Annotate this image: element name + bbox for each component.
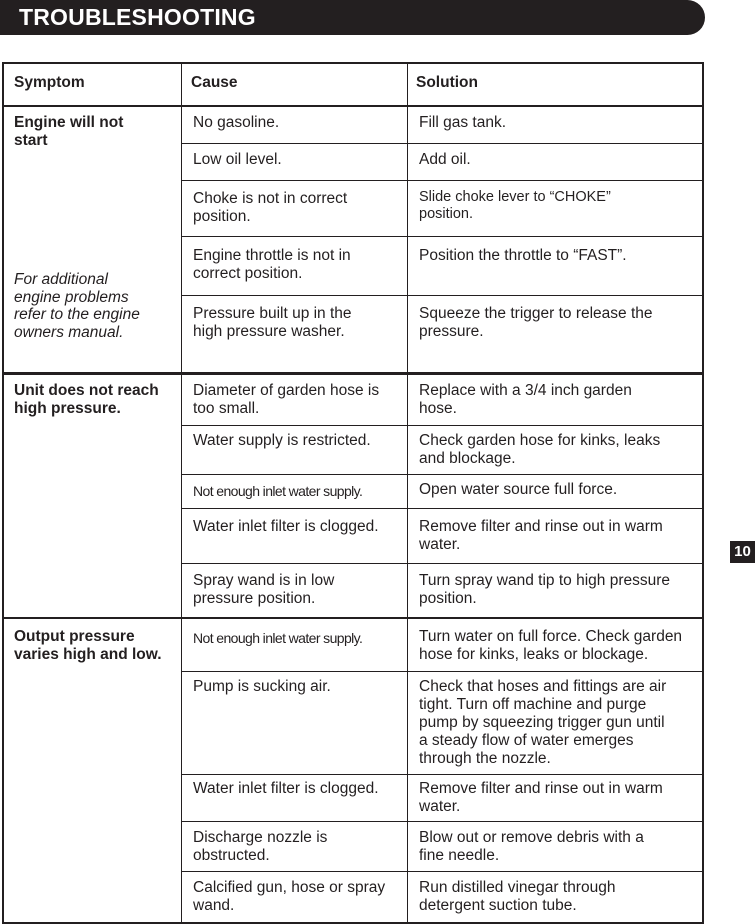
cause-cell: Diameter of garden hose is too small. [193,382,380,417]
cause-cell: Discharge nozzle is obstructed. [193,829,328,864]
troubleshooting-table [2,62,704,924]
header-cause: Cause [191,74,238,91]
cause-cell: Water inlet filter is clogged. [193,518,379,535]
row-divider [181,180,702,181]
cause-cell: Pressure built up in the high pressure washer. [193,305,352,340]
header-symptom: Symptom [14,74,85,91]
page-title: TROUBLESHOOTING [19,4,256,30]
solution-cell: Add oil. [419,151,471,168]
cause-cell: Choke is not in correct position. [193,190,348,225]
solution-cell: Remove filter and rinse out in warm water. [419,780,663,815]
cause-cell: Not enough inlet water supply. [193,483,363,499]
group-divider [4,372,702,375]
solution-cell: Replace with a 3/4 inch garden hose. [419,382,632,417]
title-banner [0,0,705,35]
cause-cell: Water inlet filter is clogged. [193,780,379,797]
row-divider [181,821,702,822]
engine-manual-note: For additional engine problems refer to the engine owners manual. [14,271,140,341]
cause-cell: Water supply is restricted. [193,432,371,449]
row-divider [181,508,702,509]
solution-cell: Check garden hose for kinks, leaks and blockage. [419,432,661,467]
cause-cell: Spray wand is in low pressure position. [193,572,335,607]
solution-cell: Check that hoses and fittings are air tight. Turn off machine and purge pump by squeezing trigger gun until a steady flow of water emerges through the nozzle. [419,678,667,767]
column-divider [181,64,182,924]
header-solution: Solution [416,74,478,91]
symptom-low-pressure: Unit does not reach high pressure. [14,382,159,417]
row-divider [181,474,702,475]
solution-cell: Fill gas tank. [419,114,507,131]
row-divider [181,871,702,872]
column-divider [407,64,408,924]
row-divider [181,774,702,775]
row-divider [181,671,702,672]
solution-cell: Blow out or remove debris with a fine needle. [419,829,644,864]
page-number-tab: 10 [730,541,755,563]
row-divider [181,425,702,426]
solution-cell: Run distilled vinegar through detergent suction tube. [419,879,616,914]
cause-cell: Not enough inlet water supply. [193,630,363,646]
group-divider [4,617,702,619]
solution-cell: Remove filter and rinse out in warm water. [419,518,663,553]
solution-cell: Turn spray wand tip to high pressure position. [419,572,670,607]
cause-cell: Calcified gun, hose or spray wand. [193,879,386,914]
row-divider [181,295,702,296]
header-divider [4,105,702,107]
solution-cell: Slide choke lever to “CHOKE” position. [419,189,611,222]
solution-cell: Turn water on full force. Check garden hose for kinks, leaks or blockage. [419,628,683,663]
solution-cell: Open water source full force. [419,481,618,498]
symptom-engine-not-start: Engine will not start [14,114,124,149]
cause-cell: No gasoline. [193,114,280,131]
row-divider [181,143,702,144]
cause-cell: Low oil level. [193,151,282,168]
cause-cell: Engine throttle is not in correct position. [193,247,351,282]
row-divider [181,236,702,237]
symptom-pressure-varies: Output pressure varies high and low. [14,628,162,663]
cause-cell: Pump is sucking air. [193,678,331,695]
solution-cell: Squeeze the trigger to release the pressure. [419,305,653,340]
solution-cell: Position the throttle to “FAST”. [419,247,627,264]
row-divider [181,563,702,564]
